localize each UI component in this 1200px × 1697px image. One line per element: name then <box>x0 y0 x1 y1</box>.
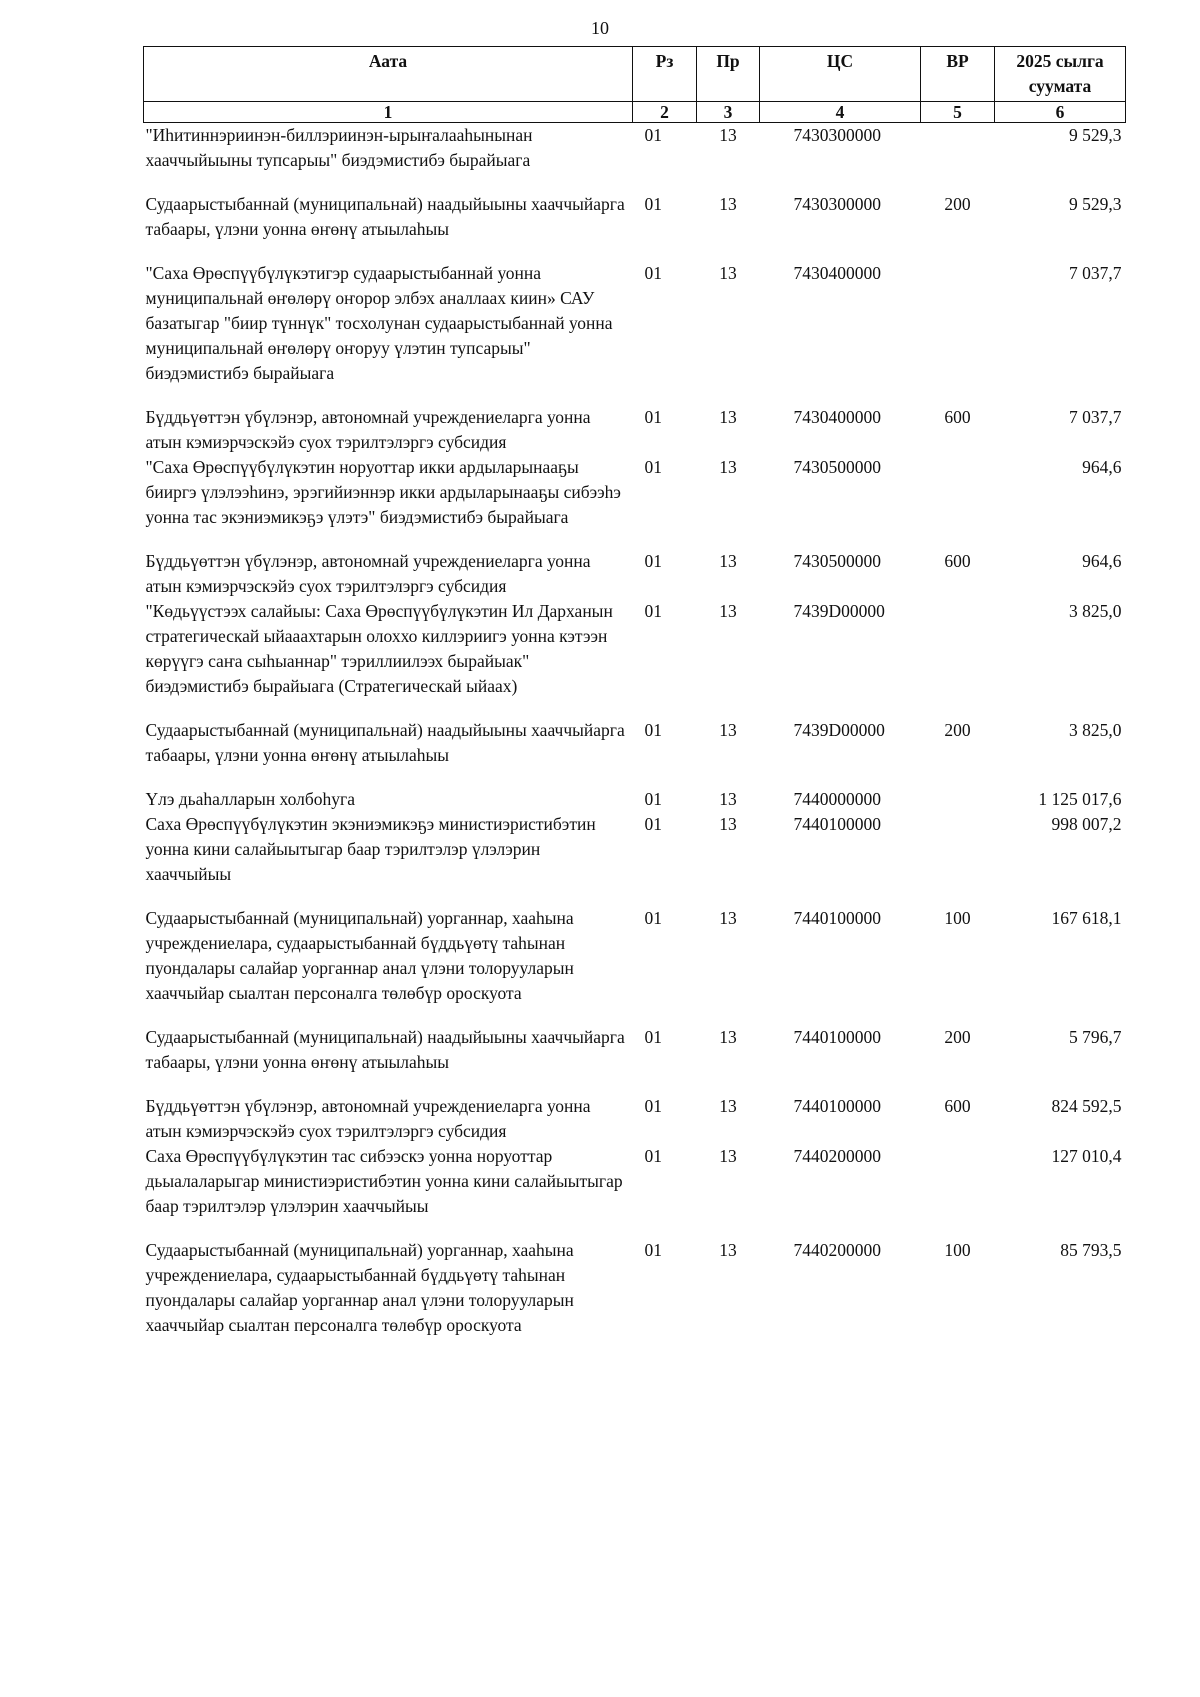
column-number: 2 <box>633 102 697 123</box>
row-sum: 167 618,1 <box>1051 908 1122 928</box>
row-pr: 13 <box>719 720 737 740</box>
row-rz: 01 <box>644 1146 662 1166</box>
table-row <box>144 455 1126 530</box>
row-vr <box>921 242 995 386</box>
column-number: 5 <box>921 102 995 123</box>
row-pr: 13 <box>719 194 737 214</box>
header-pr: Пр <box>697 47 760 102</box>
row-name: Бүддьүөттэн үбүлэнэр, автономнай учреждениеларга уонна атын кэмиэрчэскэйэ суох тэрилтэлэргэ субсидия <box>145 1096 591 1141</box>
page-number: 10 <box>591 18 609 38</box>
table-row <box>144 123 1126 174</box>
row-rz: 01 <box>644 814 662 834</box>
row-sum: 5 796,7 <box>1069 1027 1122 1047</box>
column-number: 4 <box>760 102 921 123</box>
row-vr <box>921 1144 995 1219</box>
row-sum: 7 037,7 <box>1069 263 1122 283</box>
row-vr: 100 <box>944 1240 971 1260</box>
row-vr <box>921 123 995 174</box>
table-row <box>144 599 1126 699</box>
row-sum: 998 007,2 <box>1051 814 1122 834</box>
row-pr: 13 <box>719 1240 737 1260</box>
row-pr: 13 <box>719 1096 737 1116</box>
row-pr: 13 <box>719 601 737 621</box>
row-sum: 9 529,3 <box>1069 125 1122 145</box>
column-number-row <box>144 102 1126 123</box>
row-name: Судаарыстыбаннай (муниципальнай) уорганнар, хааһына учреждениелара, судаарыстыбаннай бүддьүөтү таһынан пуондалары салайар уорганнар анал үлэни толорууларын хааччыйар сыалтан персоналга төлөбүр ороскуота <box>145 908 574 1003</box>
column-number: 1 <box>144 102 633 123</box>
row-pr: 13 <box>719 1027 737 1047</box>
row-sum: 3 825,0 <box>1069 601 1122 621</box>
row-rz: 01 <box>644 263 662 283</box>
row-rz: 01 <box>644 601 662 621</box>
row-vr <box>921 812 995 887</box>
row-rz: 01 <box>644 720 662 740</box>
row-pr: 13 <box>719 908 737 928</box>
row-cs: 7440000000 <box>793 789 881 809</box>
budget-table <box>143 46 1126 1338</box>
row-vr: 200 <box>944 1027 971 1047</box>
row-rz: 01 <box>644 789 662 809</box>
table-row <box>144 699 1126 768</box>
row-rz: 01 <box>644 457 662 477</box>
table-header-row <box>144 47 1126 102</box>
row-cs: 7440100000 <box>793 908 881 928</box>
row-cs: 7440200000 <box>793 1146 881 1166</box>
row-cs: 7440100000 <box>793 1027 881 1047</box>
column-number: 3 <box>697 102 760 123</box>
table-row <box>144 887 1126 1006</box>
row-name: Үлэ дьаһалларын холбоһуга <box>145 789 355 809</box>
header-cs: ЦС <box>760 47 921 102</box>
row-name: Судаарыстыбаннай (муниципальнай) наадыйыыны хааччыйарга табаары, үлэни уонна өҥөнү атыылаһыы <box>145 194 625 239</box>
table-row <box>144 386 1126 455</box>
row-name: Судаарыстыбаннай (муниципальнай) наадыйыыны хааччыйарга табаары, үлэни уонна өҥөнү атыылаһыы <box>145 1027 625 1072</box>
row-name: Саха Өрөспүүбүлүкэтин тас сибээскэ уонна норуоттар дьыалаларыгар министиэристибэтин уонна кини салайыытыгар баар тэрилтэлэр үлэлэрин хааччыйыы <box>145 1146 623 1216</box>
row-cs: 7440100000 <box>793 1096 881 1116</box>
table-row <box>144 242 1126 386</box>
row-rz: 01 <box>644 194 662 214</box>
row-sum: 1 125 017,6 <box>1038 789 1122 809</box>
header-sum: 2025 сылга суумата <box>995 47 1126 102</box>
row-name: "Саха Өрөспүүбүлүкэтигэр судаарыстыбаннай уонна муниципальнай өҥөлөрү оҥорор элбэх аналлаах киин» САУ базатыгар "биир түннүк" тосхолунан судаарыстыбаннай уонна муниципальнай өҥөлөрү оҥоруу үлэтин тупсарыы" биэдэмистибэ бырайыага <box>145 263 613 383</box>
row-vr: 200 <box>944 194 971 214</box>
table-row <box>144 812 1126 887</box>
row-name: "Иһитиннэриинэн-биллэриинэн-ырыҥалааһынынан хааччыйыыны тупсарыы" биэдэмистибэ бырайыага <box>145 125 533 170</box>
row-rz: 01 <box>644 908 662 928</box>
row-vr: 600 <box>944 407 971 427</box>
row-name: Бүддьүөттэн үбүлэнэр, автономнай учреждениеларга уонна атын кэмиэрчэскэйэ суох тэрилтэлэргэ субсидия <box>145 551 591 596</box>
row-cs: 7430300000 <box>793 194 881 214</box>
row-cs: 7440100000 <box>793 814 881 834</box>
row-cs: 7430400000 <box>793 263 881 283</box>
row-sum: 127 010,4 <box>1051 1146 1122 1166</box>
row-pr: 13 <box>719 1146 737 1166</box>
row-sum: 7 037,7 <box>1069 407 1122 427</box>
row-pr: 13 <box>719 263 737 283</box>
row-pr: 13 <box>719 457 737 477</box>
row-vr <box>921 768 995 812</box>
row-sum: 9 529,3 <box>1069 194 1122 214</box>
row-pr: 13 <box>719 789 737 809</box>
row-pr: 13 <box>719 814 737 834</box>
row-cs: 7439D00000 <box>793 601 885 621</box>
row-sum: 964,6 <box>1082 457 1122 477</box>
column-number: 6 <box>995 102 1126 123</box>
table-row <box>144 1075 1126 1144</box>
row-pr: 13 <box>719 125 737 145</box>
row-vr <box>921 599 995 699</box>
row-cs: 7440200000 <box>793 1240 881 1260</box>
row-rz: 01 <box>644 1240 662 1260</box>
table-row <box>144 768 1126 812</box>
table-row <box>144 173 1126 242</box>
row-vr: 200 <box>944 720 971 740</box>
row-cs: 7430400000 <box>793 407 881 427</box>
row-cs: 7430500000 <box>793 457 881 477</box>
table-row <box>144 1219 1126 1338</box>
row-sum: 824 592,5 <box>1051 1096 1122 1116</box>
row-vr: 100 <box>944 908 971 928</box>
row-name: Бүддьүөттэн үбүлэнэр, автономнай учреждениеларга уонна атын кэмиэрчэскэйэ суох тэрилтэлэргэ субсидия <box>145 407 591 452</box>
header-name: Аата <box>144 47 633 102</box>
row-rz: 01 <box>644 125 662 145</box>
row-cs: 7430500000 <box>793 551 881 571</box>
table-row <box>144 530 1126 599</box>
row-pr: 13 <box>719 551 737 571</box>
table-row <box>144 1144 1126 1219</box>
row-name: "Саха Өрөспүүбүлүкэтин норуоттар икки ардыларынааҕы бииргэ үлэлээһинэ, эрэгийиэннэр икки ардыларынааҕы сибээһэ уонна тас экэниэмикэҕэ үлэтэ" биэдэмистибэ бырайыага <box>145 457 621 527</box>
row-name: "Көдьүүстээх салайыы: Саха Өрөспүүбүлүкэтин Ил Дарханын стратегическай ыйааахтарын олоххо киллэриигэ уонна кэтээн көрүүгэ саҥа сыһыаннар" тэриллиилээх бырайыак" биэдэмистибэ бырайыага (Стратегическай ыйаах) <box>145 601 613 696</box>
header-vr: ВР <box>921 47 995 102</box>
row-rz: 01 <box>644 1027 662 1047</box>
header-rz: Рз <box>633 47 697 102</box>
table-row <box>144 1006 1126 1075</box>
row-cs: 7430300000 <box>793 125 881 145</box>
row-rz: 01 <box>644 551 662 571</box>
row-rz: 01 <box>644 1096 662 1116</box>
row-name: Саха Өрөспүүбүлүкэтин экэниэмикэҕэ министиэристибэтин уонна кини салайыытыгар баар тэрилтэлэр үлэлэрин хааччыйыы <box>145 814 596 884</box>
row-vr: 600 <box>944 551 971 571</box>
row-vr: 600 <box>944 1096 971 1116</box>
row-cs: 7439D00000 <box>793 720 885 740</box>
row-sum: 85 793,5 <box>1060 1240 1122 1260</box>
row-sum: 3 825,0 <box>1069 720 1122 740</box>
row-pr: 13 <box>719 407 737 427</box>
row-vr <box>921 455 995 530</box>
row-rz: 01 <box>644 407 662 427</box>
row-name: Судаарыстыбаннай (муниципальнай) уорганнар, хааһына учреждениелара, судаарыстыбаннай бүддьүөтү таһынан пуондалары салайар уорганнар анал үлэни толорууларын хааччыйар сыалтан персоналга төлөбүр ороскуота <box>145 1240 574 1335</box>
row-sum: 964,6 <box>1082 551 1122 571</box>
row-name: Судаарыстыбаннай (муниципальнай) наадыйыыны хааччыйарга табаары, үлэни уонна өҥөнү атыылаһыы <box>145 720 625 765</box>
